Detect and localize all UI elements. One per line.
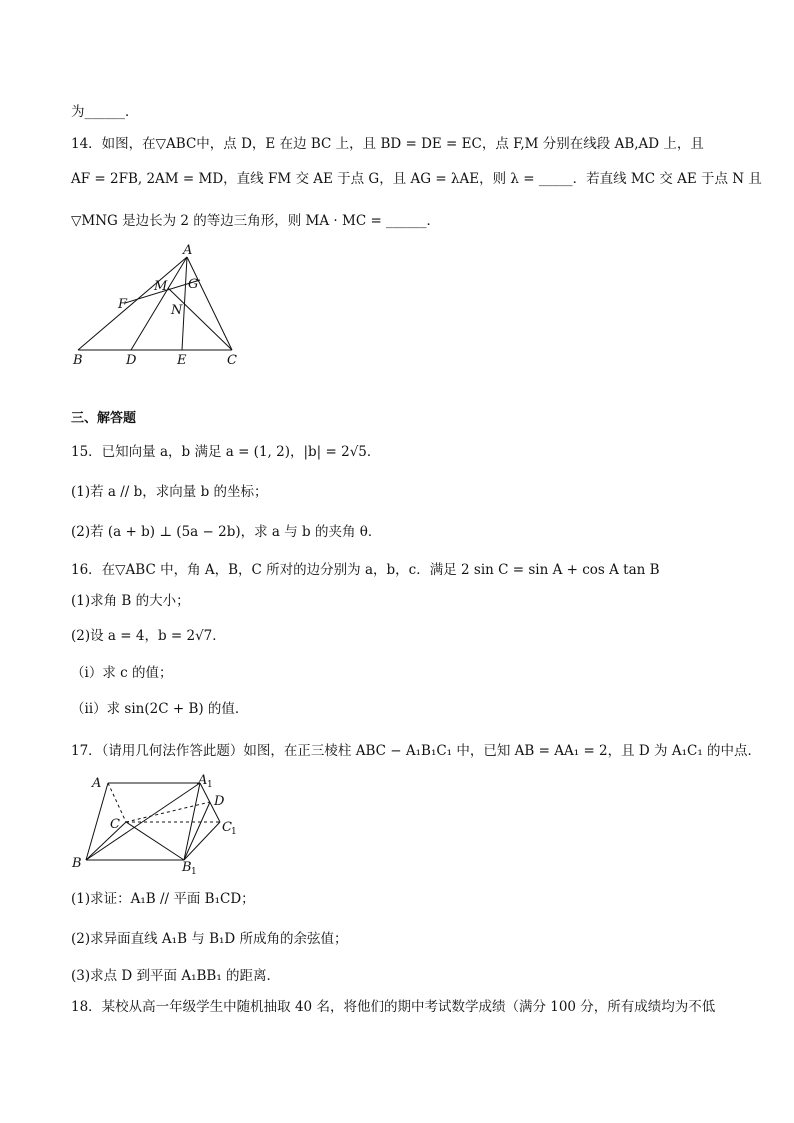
segment-c-b1 (126, 822, 184, 860)
label-a: A (92, 776, 102, 791)
label-e: E (177, 353, 187, 368)
problem-15-stem: 15．已知向量 a，b 满足 a = (1, 2)，|b| = 2√5． (71, 444, 381, 460)
problem-16-part-1: (1)求角 B 的大小； (71, 593, 190, 609)
problem-17-stem: 17．（请用几何法作答此题）如图，在正三棱柱 ABC − A₁B₁C₁ 中，已知 AB = AA₁ = 2，且 D 为 A₁C₁ 的中点． (71, 743, 762, 759)
problem-14-line-1: 14．如图，在▽ABC中，点 D，E 在边 BC 上，且 BD = DE = EC，点 F,M 分别在线段 AB,AD 上，且 (71, 136, 704, 152)
segment-mc (168, 288, 232, 350)
label-c1: C (222, 820, 232, 835)
label-b1: B (182, 860, 192, 875)
problem-16-part-2-i: （ⅰ）求 c 的值； (71, 665, 173, 681)
label-f: F (118, 297, 128, 312)
label-a1: A (198, 773, 208, 788)
problem-15-part-2: (2)若 (a + b) ⊥ (5a − 2b)，求 a 与 b 的夹角 θ． (71, 524, 382, 540)
section-heading: 三、解答题 (71, 411, 137, 426)
problem-16-stem: 16．在▽ABC 中，角 A，B，C 所对的边分别为 a，b，c．满足 2 sin C = sin A + cos A tan B (71, 562, 660, 578)
label-a1-subscript: 1 (207, 780, 213, 790)
problem-17-part-1: (1)求证：A₁B // 平面 B₁CD； (71, 891, 255, 907)
segment-d-b1 (184, 802, 210, 860)
edge-a-b (86, 783, 108, 860)
text-line-1: 为______． (71, 104, 139, 120)
edge-b-c (86, 822, 126, 860)
label-a: A (183, 243, 193, 258)
label-c1-subscript: 1 (231, 827, 237, 837)
edge-c1-b1 (184, 822, 220, 860)
triangle-figure-14 (70, 242, 250, 372)
problem-16-part-2: (2)设 a = 4，b = 2√7． (71, 628, 226, 644)
problem-14-line-2: AF = 2FB, 2AM = MD，直线 FM 交 AE 于点 G，且 AG = λAE，则 λ = _____．若直线 MC 交 AE 于点 N 且 (71, 171, 762, 187)
problem-15-part-1: (1)若 a // b，求向量 b 的坐标； (71, 484, 268, 500)
problem-16-part-2-ii: （ⅱ）求 sin(2C + B) 的值． (71, 701, 249, 717)
label-d: D (214, 794, 225, 809)
problem-14-line-3: ▽MNG 是边长为 2 的等边三角形，则 MA · MC = ______． (71, 213, 441, 229)
label-c: C (110, 817, 120, 832)
problem-18-stem: 18．某校从高一年级学生中随机抽取 40 名，将他们的期中考试数学成绩（满分 100 分，所有成绩均为不低 (71, 999, 716, 1015)
label-b: B (72, 856, 82, 871)
problem-17-part-3: (3)求点 D 到平面 A₁BB₁ 的距离． (71, 968, 281, 984)
problem-17-part-2: (2)求异面直线 A₁B 与 B₁D 所成角的余弦值； (71, 931, 348, 947)
prism-figure-17 (68, 770, 258, 880)
label-d: D (126, 353, 137, 368)
label-c: C (227, 353, 237, 368)
label-b: B (73, 353, 83, 368)
segment-ac (187, 257, 232, 350)
label-n: N (171, 303, 183, 318)
label-m: M (154, 279, 168, 294)
label-g: G (188, 277, 199, 292)
label-b1-subscript: 1 (191, 867, 197, 877)
